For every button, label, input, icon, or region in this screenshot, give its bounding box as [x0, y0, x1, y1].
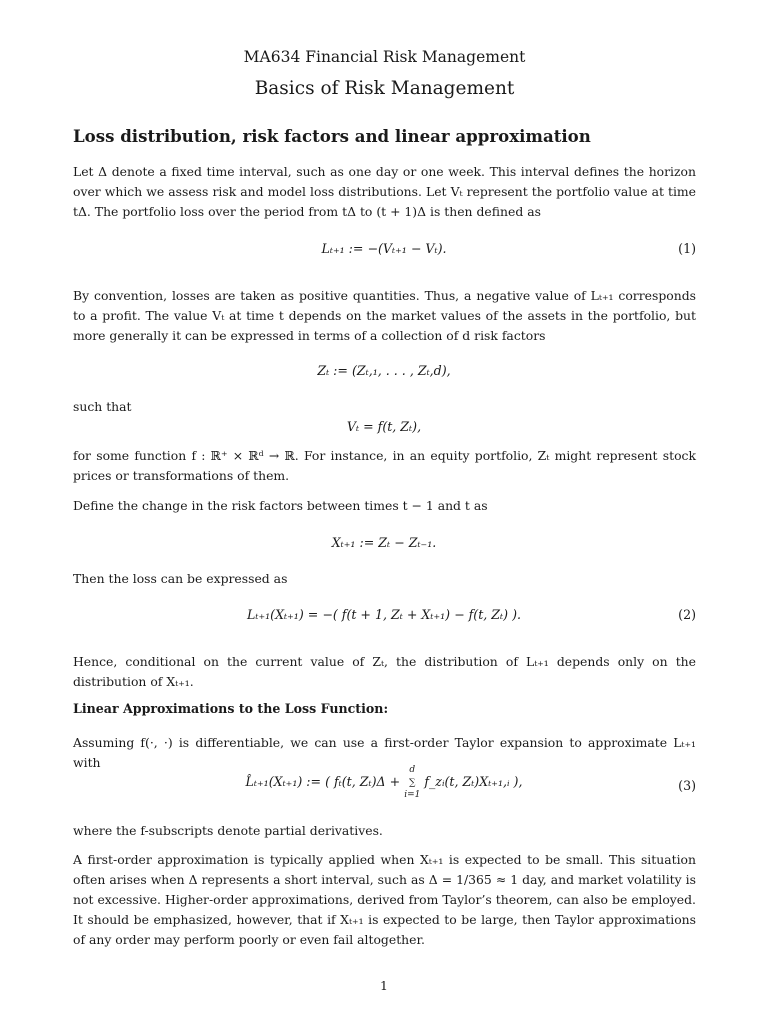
paragraph-function-def: for some function f : ℝ⁺ × ℝᵈ → ℝ. For instance, in an equity portfolio, Zₜ might represent stock prices or transformations of them.: [73, 448, 696, 483]
equation-value-function: Vₜ = f(t, Zₜ),: [346, 419, 422, 434]
equation-3: [0, 760, 768, 804]
summation-lower: i=1: [404, 789, 421, 800]
summation-symbol: ∑: [409, 777, 416, 788]
course-title: MA634 Financial Risk Management: [243, 48, 526, 66]
page-number: 1: [380, 978, 388, 993]
equation-2-number: (2): [678, 607, 696, 622]
paragraph-intro: Let Δ denote a fixed time interval, such as one day or one week. This interval defines the horizon over which we assess risk and model loss distributions. Let Vₜ represent the portfolio value at time tΔ. The portfolio loss over the period from tΔ to (t + 1)Δ is then defined as: [73, 164, 696, 219]
paragraph-convention: By convention, losses are taken as positive quantities. Thus, a negative value of Lₜ₊₁ corresponds to a profit. The value Vₜ at time t depends on the market values of the assets in the portfolio, but more generally it can be expressed in terms of a collection of d risk factors: [73, 288, 696, 343]
paragraph-first-order: A first-order approximation is typically applied when Xₜ₊₁ is expected to be small. This situation often arises when Δ represents a short interval, such as Δ = 1/365 ≈ 1 day, and market volatility is not excessive. Higher-order approximations, derived from Taylor’s theorem, can also be employed. It should be emphasized, however, that if Xₜ₊₁ is expected to be large, then Taylor approximations of any order may perform poorly or even fail altogether.: [73, 852, 696, 947]
equation-1-number: (1): [678, 241, 696, 256]
paragraph-such-that: such that: [73, 399, 132, 414]
paragraph-taylor: Assuming f(·, ·) is differentiable, we can use a first-order Taylor expansion to approximate Lₜ₊₁ with: [73, 735, 696, 770]
equation-3-left: L̂ₜ₊₁(Xₜ₊₁) := ( fₜ(t, Zₜ)Δ +: [245, 774, 405, 789]
paragraph-then-loss: Then the loss can be expressed as: [73, 571, 288, 586]
equation-2: Lₜ₊₁(Xₜ₊₁) = −( f(t + 1, Zₜ + Xₜ₊₁) − f(t, Zₜ) ).: [247, 607, 521, 622]
summation: [404, 765, 420, 801]
paragraph-conditional: Hence, conditional on the current value of Zₜ, the distribution of Lₜ₊₁ depends only on the distribution of Xₜ₊₁.: [73, 654, 696, 689]
subsection-heading: Linear Approximations to the Loss Function:: [73, 701, 389, 716]
document-title: Basics of Risk Management: [254, 78, 515, 99]
equation-change: Xₜ₊₁ := Zₜ − Zₜ₋₁.: [331, 535, 437, 550]
paragraph-define-change: Define the change in the risk factors between times t − 1 and t as: [73, 498, 488, 513]
paragraph-partial-derivatives: where the f-subscripts denote partial derivatives.: [73, 823, 383, 838]
equation-1: Lₜ₊₁ := −(Vₜ₊₁ − Vₜ).: [321, 241, 447, 256]
equation-risk-factors: Zₜ := (Zₜ,₁, . . . , Zₜ,d),: [317, 363, 451, 378]
equation-3-number: (3): [678, 778, 696, 793]
equation-3-right: f_zᵢ(t, Zₜ)Xₜ₊₁,ᵢ ),: [420, 774, 523, 789]
section-heading: Loss distribution, risk factors and linear approximation: [73, 126, 591, 146]
summation-upper: d: [409, 764, 416, 775]
